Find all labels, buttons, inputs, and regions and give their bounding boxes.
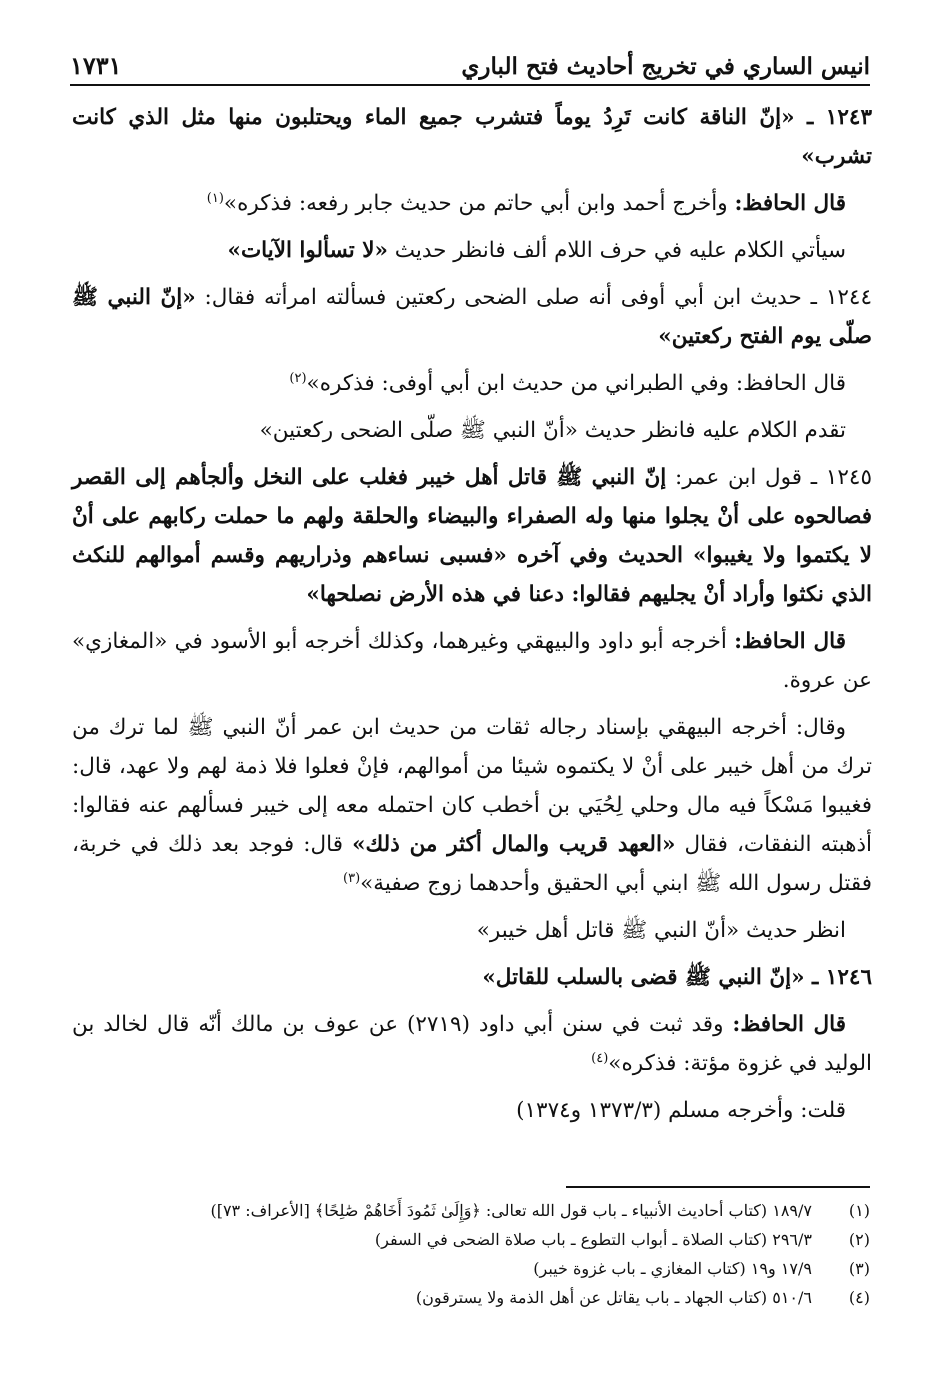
- hafiz-comment-1243: قال الحافظ: وأخرج أحمد وابن أبي حاتم من حديث جابر رفعه: فذكره»$^{(١)}$: [206, 190, 846, 216]
- cross-reference-1244: تقدم الكلام عليه فانظر حديث «أنّ النبي ﷺ صلّى الضحى ركعتين»: [259, 418, 846, 443]
- running-title: انيس الساري في تخريج أحاديث فتح الباري: [461, 53, 870, 80]
- hadith-1243: ١٢٤٣ ـ «إنّ الناقة كانت تَرِدُ يوماً فتشرب جميع الماء ويحتلبون منها مثل الذي كانت تشرب»: [72, 105, 872, 169]
- bayhaqi-narration-1245: وقال: أخرجه البيهقي بإسناد رجاله ثقات من حديث ابن عمر أنّ النبي ﷺ لما ترك من ترك من أهل خيبر على أنْ لا يكتموه شيئا من أموالهم، فإنْ فعلوا فلا ذمة لهم ولا عهد، قال: فغيبوا مَسْكاً فيه مال وحلي لِحُيَي بن أخطب كان احتمله معه إلى خيبر فسألهم عنه فقالوا: أذهبته النفقات، فقال «العهد قريب والمال أكثر من ذلك» قال: فوجد بعد ذلك في خربة، فقتل رسول الله ﷺ ابني أبي الحقيق وأحدهما زوج صفية»$^{(٣)}$: [72, 715, 872, 896]
- footnote-3: (٣) ١٧/٩ و١٩ (كتاب المغازي ـ باب غزوة خيبر): [533, 1259, 870, 1278]
- cross-reference-1245: انظر حديث «أنّ النبي ﷺ قاتل أهل خيبر»: [476, 918, 846, 943]
- footnote-2: (٢) ٢٩٦/٣ (كتاب الصلاة ـ أبواب التطوع ـ باب صلاة الضحى في السفر): [374, 1230, 870, 1249]
- footnote-ref-2: (٢): [289, 370, 307, 386]
- footnote-ref-1: (١): [206, 190, 224, 206]
- hadith-1244: ١٢٤٤ ـ حديث ابن أبي أوفى أنه صلى الضحى ركعتين فسألته امرأته فقال: «إنّ النبي ﷺ صلّى يوم الفتح ركعتين»: [72, 285, 873, 349]
- header-rule: [70, 84, 870, 86]
- main-text: [72, 98, 872, 1138]
- footnote-ref-4: (٤): [591, 1050, 609, 1066]
- hadith-1246: ١٢٤٦ ـ «إنّ النبي ﷺ قضى بالسلب للقاتل»: [482, 965, 872, 990]
- hafiz-comment-1244: قال الحافظ: وفي الطبراني من حديث ابن أبي أوفى: فذكره»$^{(٢)}$: [289, 370, 846, 396]
- author-note-1246: قلت: وأخرجه مسلم (١٣٧٣/٣ و١٣٧٤): [516, 1098, 846, 1123]
- cross-reference-1243: سيأتي الكلام عليه في حرف اللام ألف فانظر حديث «لا تسألوا الآيات»: [227, 238, 846, 263]
- footnote-4: (٤) ٥١٠/٦ (كتاب الجهاد ـ باب يقاتل عن أهل الذمة ولا يسترقون): [415, 1288, 870, 1307]
- hafiz-comment-1246: قال الحافظ: وقد ثبت في سنن أبي داود (٢٧١٩) عن عوف بن مالك أنّه قال لخالد بن الوليد في غزوة مؤتة: فذكره»$^{(٤)}$: [72, 1012, 872, 1076]
- footnote-1: (١) ١٨٩/٧ (كتاب أحاديث الأنبياء ـ باب قول الله تعالى: ﴿وَإِلَىٰ ثَمُودَ أَخَاهُمْ صَٰلِحًا﴾ [الأعراف: ٧٣]): [210, 1201, 870, 1220]
- footnote-ref-3: (٣): [343, 870, 361, 886]
- page-number: ١٧٣١: [70, 51, 122, 80]
- hadith-1245: ١٢٤٥ ـ قول ابن عمر: إنّ النبي ﷺ قاتل أهل خيبر فغلب على النخل وألجأهم إلى القصر فصالحوه على أنْ يجلوا منها وله الصفراء والبيضاء والحلقة ولهم ما حملت ركابهم على أنْ لا يكتموا ولا يغيبوا» الحديث وفي آخره «فسبى نساءهم وذراريهم وقسم أموالهم للنكث الذي نكثوا وأراد أنْ يجليهم فقالوا: دعنا في هذه الأرض نصلحها»: [72, 465, 872, 607]
- footnotes: [72, 1196, 870, 1312]
- footnote-rule: [566, 1186, 870, 1188]
- hafiz-comment-1245: قال الحافظ: أخرجه أبو داود والبيهقي وغيرهما، وكذلك أخرجه أبو الأسود في «المغازي» عن عروة.: [72, 629, 872, 693]
- running-header: [70, 40, 870, 80]
